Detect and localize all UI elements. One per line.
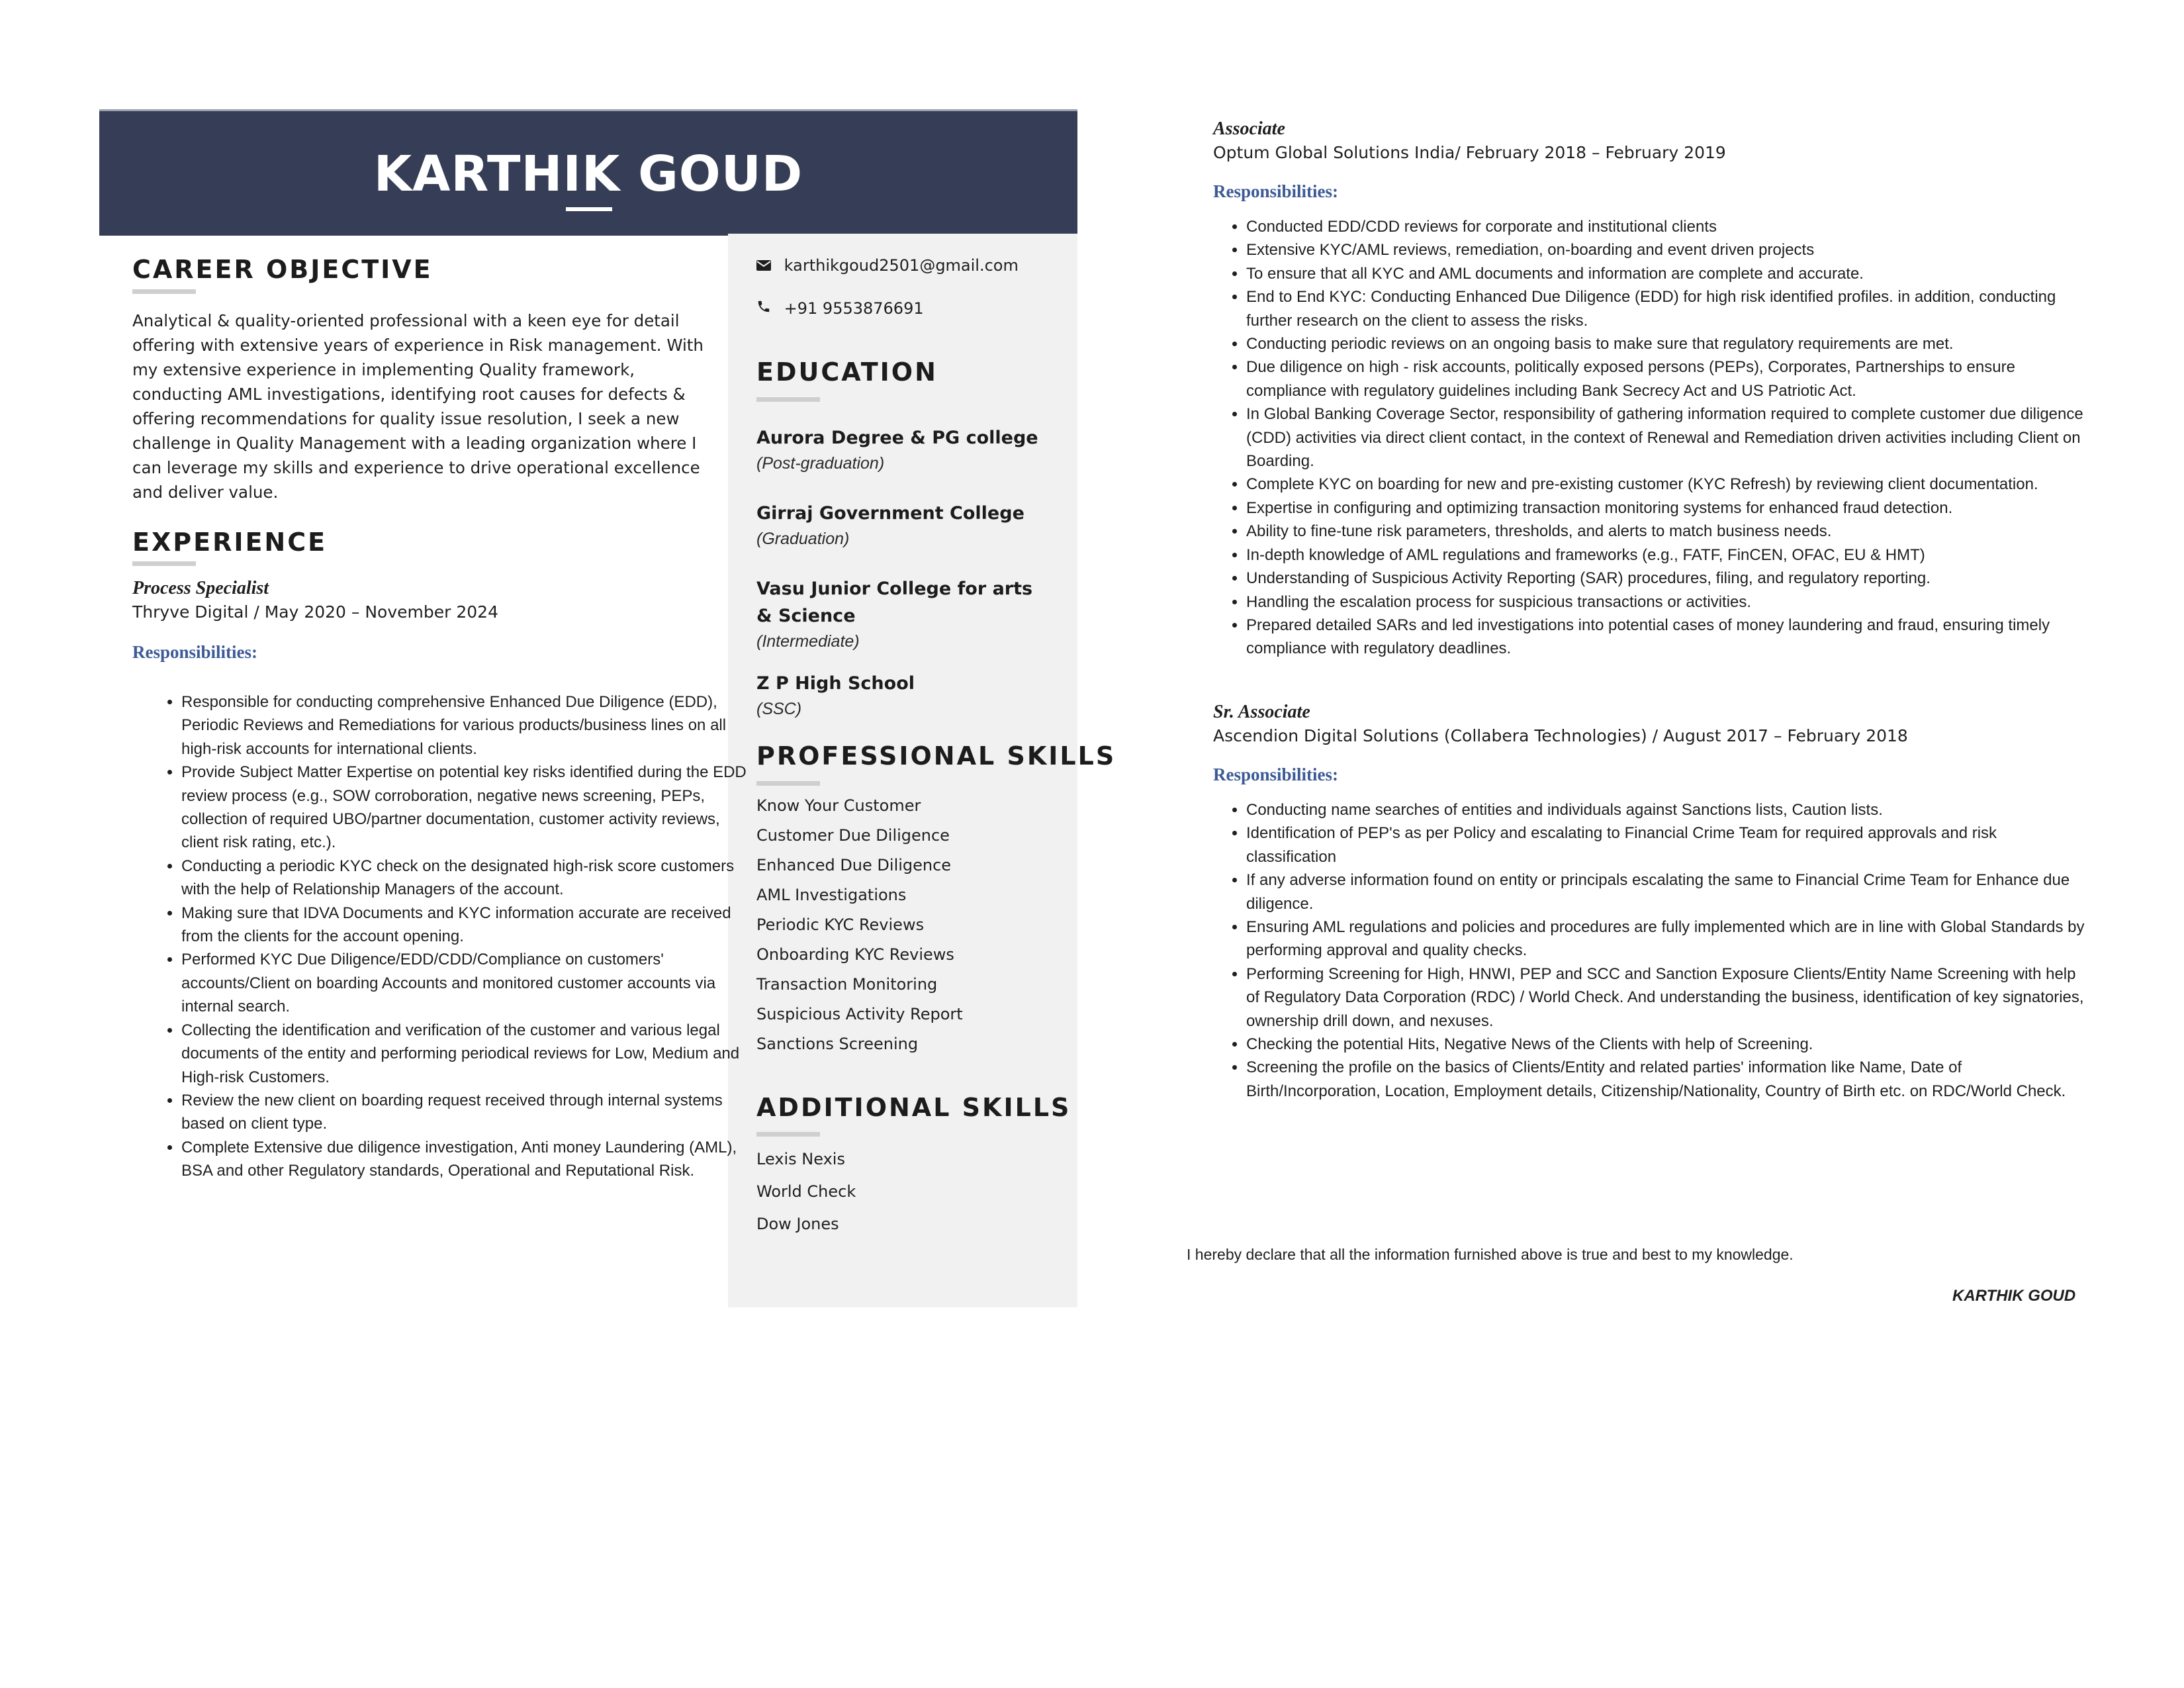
envelope-icon (756, 256, 779, 275)
responsibilities-label: Responsibilities: (1213, 765, 1339, 784)
list-item: • Provide Subject Matter Expertise on potential key risks identified during the EDD review process (e.g., SOW corroboration, negative news screening, PEPs, collection of required UBO/partner documentation, customer activity reviews, client risk rating, etc.). (181, 761, 748, 855)
responsibilities-list (1213, 798, 2087, 1103)
skill-item: Sanctions Screening (756, 1035, 919, 1053)
school-level: (SSC) (756, 700, 802, 718)
school-name: Z P High School (756, 673, 915, 694)
list-item: • Performed KYC Due Diligence/EDD/CDD/Compliance on customers' accounts/Client on boarding Accounts and monitored customer accounts via internal search. (181, 948, 748, 1018)
name-header-band (99, 109, 1077, 236)
school-name: Vasu Junior College for arts & Science (756, 579, 1033, 626)
name-underline (566, 207, 612, 211)
list-item: • End to End KYC: Conducting Enhanced Due Diligence (EDD) for high risk identified profiles. in addition, conducting further research on the client to assess the risks. (1246, 285, 2087, 332)
responsibilities-list (132, 690, 748, 1183)
list-item: • Conducting periodic reviews on an ongoing basis to make sure that regulatory requirements are met. (1246, 332, 2087, 355)
professional-skills-heading: PROFESSIONAL SKILLS (756, 741, 1116, 771)
phone-icon (756, 299, 779, 318)
job-company: Ascendion Digital Solutions (Collabera Technologies) / August 2017 – February 2018 (1213, 726, 1908, 745)
responsibilities-label: Responsibilities: (1213, 181, 1339, 201)
list-item: • Checking the potential Hits, Negative News of the Clients with help of Screening. (1246, 1033, 2087, 1056)
education-rule (756, 397, 820, 402)
career-objective-heading: CAREER OBJECTIVE (132, 255, 433, 284)
skill-item: Enhanced Due Diligence (756, 856, 952, 874)
education-heading: EDUCATION (756, 357, 938, 387)
skill-item: Periodic KYC Reviews (756, 915, 925, 934)
list-item: • Ability to fine-tune risk parameters, thresholds, and alerts to match business needs. (1246, 520, 2087, 543)
skill-item: AML Investigations (756, 886, 907, 904)
job-company: Optum Global Solutions India/ February 2018 – February 2019 (1213, 143, 1726, 162)
list-item: • In Global Banking Coverage Sector, responsibility of gathering information required to complete customer due diligence (CDD) activities via direct client contact, in the context of Renewal and Remediation driven activities including Client on Boarding. (1246, 402, 2087, 473)
additional-skills-heading: ADDITIONAL SKILLS (756, 1093, 1071, 1122)
additional-skills-rule (756, 1132, 820, 1137)
professional-skills-rule (756, 781, 820, 786)
school-level: (Intermediate) (756, 632, 860, 651)
list-item: • Collecting the identification and verification of the customer and various legal documents of the entity and performing periodical reviews for Low, Medium and High-risk Customers. (181, 1019, 748, 1089)
education-item (756, 670, 1048, 721)
phone-text: +91 9553876691 (784, 299, 924, 318)
phone-row (756, 299, 924, 318)
list-item: • Conducting name searches of entities and individuals against Sanctions lists, Caution lists. (1246, 798, 2087, 821)
job-title: Sr. Associate (1213, 702, 1310, 722)
list-item: • In-depth knowledge of AML regulations and frameworks (e.g., FATF, FinCEN, OFAC, EU & HMT) (1246, 543, 2087, 567)
list-item: • Expertise in configuring and optimizing transaction monitoring systems for enhanced fraud detection. (1246, 496, 2087, 520)
skill-item: World Check (756, 1182, 856, 1201)
list-item: • Complete KYC on boarding for new and pre-existing customer (KYC Refresh) by reviewing client documentation. (1246, 473, 2087, 496)
list-item: • Conducting a periodic KYC check on the designated high-risk score customers with the help of Relationship Managers of the account. (181, 855, 748, 902)
education-item (756, 575, 1048, 653)
skill-item: Suspicious Activity Report (756, 1005, 963, 1023)
school-level: (Post-graduation) (756, 454, 885, 473)
skill-item: Dow Jones (756, 1215, 839, 1233)
list-item: • Complete Extensive due diligence investigation, Anti money Laundering (AML), BSA and other Regulatory standards, Operational and Reputational Risk. (181, 1136, 748, 1183)
additional-skills-list (756, 1143, 856, 1241)
job-company: Thryve Digital / May 2020 – November 2024 (132, 602, 498, 622)
email-row (756, 256, 1019, 275)
job-title: Process Specialist (132, 578, 269, 598)
experience-rule (132, 561, 196, 566)
list-item: • Handling the escalation process for suspicious transactions or activities. (1246, 590, 2087, 614)
list-item: • Identification of PEP's as per Policy and escalating to Financial Crime Team for required approvals and risk classification (1246, 821, 2087, 868)
list-item: • Performing Screening for High, HNWI, PEP and SCC and Sanction Exposure Clients/Entity Name Screening with help of Regulatory Data Corporation (RDC) / World Check. And understanding the business, identification of key signatories, ownership drill down, and nexuses. (1246, 962, 2087, 1033)
list-item: • Understanding of Suspicious Activity Reporting (SAR) procedures, filing, and regulatory reporting. (1246, 567, 2087, 590)
school-name: Aurora Degree & PG college (756, 428, 1038, 448)
list-item: • Review the new client on boarding request received through internal systems based on client type. (181, 1089, 748, 1136)
list-item: • Ensuring AML regulations and policies and procedures are fully implemented which are in line with Global Standards by performing approval and quality checks. (1246, 915, 2087, 962)
candidate-name: KARTHIK GOUD (373, 146, 803, 203)
skill-item: Know Your Customer (756, 796, 921, 815)
list-item: • To ensure that all KYC and AML documents and information are complete and accurate. (1246, 262, 2087, 285)
skill-item: Transaction Monitoring (756, 975, 938, 994)
school-level: (Graduation) (756, 530, 850, 548)
skill-item: Lexis Nexis (756, 1150, 845, 1168)
responsibilities-label: Responsibilities: (132, 642, 258, 662)
job-title: Associate (1213, 118, 1285, 139)
education-item (756, 500, 1048, 551)
skill-item: Customer Due Diligence (756, 826, 950, 845)
list-item: • Prepared detailed SARs and led investigations into potential cases of money laundering and fraud, ensuring timely compliance with regulatory deadlines. (1246, 614, 2087, 661)
list-item: • Conducted EDD/CDD reviews for corporate and institutional clients (1246, 215, 2087, 238)
responsibilities-list (1213, 215, 2087, 661)
education-item (756, 424, 1048, 475)
list-item: • Responsible for conducting comprehensive Enhanced Due Diligence (EDD), Periodic Reviews and Remediations for various products/business lines on all high-risk accounts for international clients. (181, 690, 748, 761)
list-item: • Making sure that IDVA Documents and KYC information accurate are received from the clients for the account opening. (181, 902, 748, 949)
experience-heading: EXPERIENCE (132, 528, 328, 557)
list-item: • Screening the profile on the basics of Clients/Entity and related parties' information like Name, Date of Birth/Incorporation, Location, Employment details, Citizenship/Nationality, Country of Birth etc. on RDC/World Check. (1246, 1056, 2087, 1103)
list-item: • Extensive KYC/AML reviews, remediation, on-boarding and event driven projects (1246, 238, 2087, 261)
list-item: • If any adverse information found on entity or principals escalating the same to Financial Crime Team for Enhance due diligence. (1246, 868, 2087, 915)
professional-skills-list (756, 791, 963, 1059)
career-objective-rule (132, 289, 196, 294)
email-text: karthikgoud2501@gmail.com (784, 256, 1019, 275)
declaration-text: I hereby declare that all the information furnished above is true and best to my knowledge. (1187, 1246, 1794, 1263)
list-item: • Due diligence on high - risk accounts, politically exposed persons (PEPs), Corporates, Partnerships to ensure compliance with regulatory guidelines including Bank Secrecy Act and US Patriotic Act. (1246, 355, 2087, 402)
career-objective-text: Analytical & quality-oriented professional with a keen eye for detail offering with extensive years of experience in Risk management. With my extensive experience in implementing Quality framework, conducting AML investigations, identifying root causes for defects & offering recommendations for quality issue resolution, I seek a new challenge in Quality Management with a leading organization where I can leverage my skills and experience to drive operational excellence and deliver value. (132, 311, 704, 502)
signature: KARTHIK GOUD (1952, 1287, 2076, 1305)
skill-item: Onboarding KYC Reviews (756, 945, 954, 964)
school-name: Girraj Government College (756, 503, 1024, 524)
